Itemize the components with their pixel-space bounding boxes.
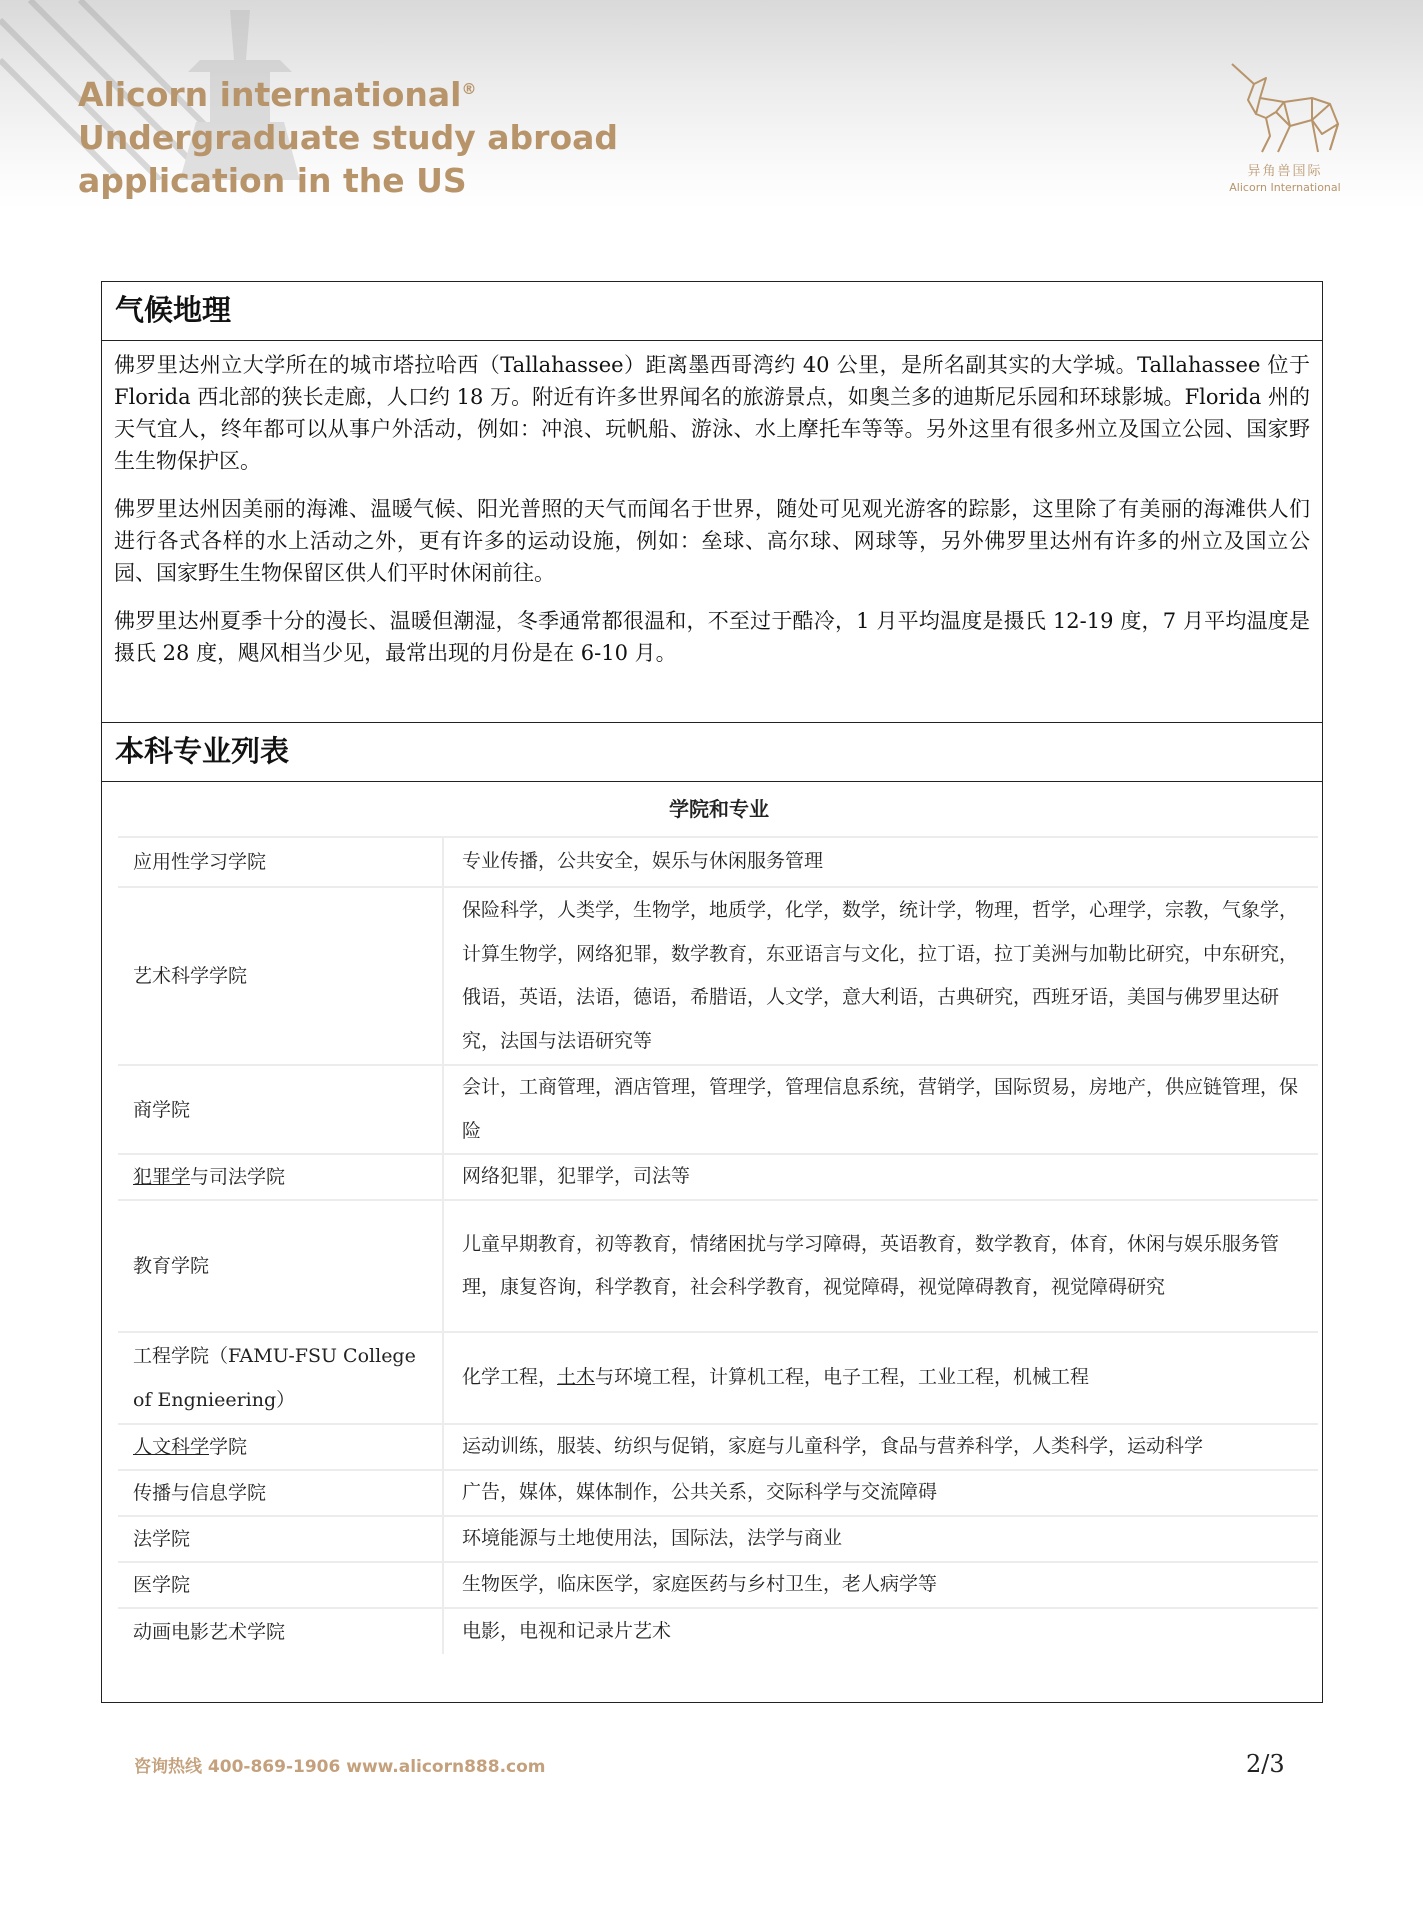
majors-list-text: 运动训练，服装、纺织与促销，家庭与儿童科学，食品与营养科学，人类科学，运动科学 — [462, 1435, 1204, 1458]
school-name-text: 商学院 — [133, 1098, 191, 1121]
majors-table-row — [118, 1470, 1318, 1516]
page-header — [0, 0, 1423, 210]
school-name-text: 与司法学院 — [190, 1166, 286, 1188]
registered-mark: ® — [461, 80, 477, 98]
brand-title-line-2: Undergraduate study abroad — [78, 118, 619, 157]
school-name-cell — [118, 1516, 443, 1562]
majors-table-row — [118, 1424, 1318, 1470]
school-name-text: 艺术科学学院 — [133, 965, 248, 987]
school-name-cell — [118, 1470, 443, 1516]
school-name-cell — [118, 887, 443, 1065]
school-name-cell — [118, 1332, 443, 1424]
majors-list-text: 保险科学，人类学，生物学，地质学，化学，数学，统计学，物理，哲学，心理学，宗教，气象学，计算生物学，网络犯罪，数学教育，东亚语言与文化，拉丁语，拉丁美洲与加勒比研究，中东研究，俄语，英语，法语，德语，希腊语，人文学，意大利语，古典研究，西班牙语，美国与佛罗里达研究，法国与法语研究等 — [462, 899, 1299, 1052]
school-name-text: 动画电影艺术学院 — [133, 1620, 286, 1643]
majors-table-row — [118, 887, 1318, 1065]
majors-table-row — [118, 1332, 1318, 1424]
climate-paragraph-1: 佛罗里达州立大学所在的城市塔拉哈西（Tallahassee）距离墨西哥湾约 40 公里，是所名副其实的大学城。Tallahassee 位于 Florida 西北部的狭长走廊，人口约 18 万。附近有许多世界闻名的旅游景点，如奥兰多的迪斯尼乐园和环球影城。Florida 州的天气宜人，终年都可以从事户外活动，例如：冲浪、玩帆船、游泳、水上摩托车等等。另外这里有很多州立及国立公园、国家野生生物保护区。 — [114, 353, 1310, 473]
majors-table-caption: 学院和专业 — [669, 797, 769, 821]
school-name-cell — [118, 1200, 443, 1332]
school-name-cell — [118, 1424, 443, 1470]
majors-list-text: 环境能源与土地使用法，国际法，法学与商业 — [462, 1527, 843, 1550]
majors-heading: 本科专业列表 — [102, 723, 1322, 782]
majors-list-cell — [443, 1608, 1318, 1654]
school-name-cell — [118, 1154, 443, 1200]
school-name-text: 学院 — [209, 1436, 248, 1458]
majors-list-cell — [443, 1332, 1318, 1424]
majors-list-cell — [443, 837, 1318, 887]
majors-list-text: 电影，电视和记录片艺术 — [462, 1619, 672, 1642]
school-name-text: 工程学院（FAMU-FSU College of Engnieering） — [133, 1345, 416, 1411]
brand-title-line-3: application in the US — [78, 161, 467, 200]
majors-table-body — [118, 837, 1318, 1654]
page-number: 2/3 — [1246, 1750, 1285, 1778]
school-name-text: 人文科学 — [133, 1436, 210, 1458]
climate-heading: 气候地理 — [102, 282, 1322, 341]
majors-table-row — [118, 1200, 1318, 1332]
majors-list-cell — [443, 1200, 1318, 1332]
majors-list-text: 专业传播，公共安全，娱乐与休闲服务管理 — [462, 850, 824, 873]
majors-table-row — [118, 837, 1318, 887]
footer-contact: 咨询热线 400-869-1906 www.alicorn888.com — [134, 1757, 546, 1777]
climate-section — [102, 341, 1322, 723]
majors-table-row — [118, 1516, 1318, 1562]
majors-table-row — [118, 1154, 1318, 1200]
majors-section — [102, 782, 1322, 1654]
majors-list-text: 会计，工商管理，酒店管理，管理学，管理信息系统，营销学，国际贸易，房地产，供应链管理，保险 — [462, 1076, 1299, 1142]
majors-list-text: 广告，媒体，媒体制作，公共关系，交际科学与交流障碍 — [462, 1481, 938, 1504]
majors-list-text: 网络犯罪，犯罪学，司法等 — [462, 1165, 691, 1188]
majors-list-text: 儿童早期教育，初等教育，情绪困扰与学习障碍，英语教育，数学教育，体育，休闲与娱乐服务管理，康复咨询，科学教育，社会科学教育，视觉障碍，视觉障碍教育，视觉障碍研究 — [462, 1232, 1280, 1298]
brand-title — [78, 68, 698, 202]
school-name-text: 传播与信息学院 — [133, 1482, 267, 1504]
majors-list-cell — [443, 1424, 1318, 1470]
logo-chinese-name: 异角兽国际 — [1247, 164, 1323, 179]
school-name-cell — [118, 837, 443, 887]
majors-list-cell — [443, 887, 1318, 1065]
climate-paragraph-2: 佛罗里达州因美丽的海滩、温暖气候、阳光普照的天气而闻名于世界，随处可见观光游客的踪影，这里除了有美丽的海滩供人们进行各式各样的水上活动之外，更有许多的运动设施，例如：垒球、高尔球、网球等，另外佛罗里达州有许多的州立及国立公园、国家野生生物保留区供人们平时休闲前往。 — [114, 497, 1310, 585]
logo-english-name: Alicorn International — [1229, 181, 1341, 194]
majors-table — [118, 836, 1318, 1654]
climate-paragraph-3: 佛罗里达州夏季十分的漫长、温暖但潮湿，冬季通常都很温和，不至过于酷冷，1 月平均温度是摄氏 12-19 度，7 月平均温度是摄氏 28 度，飓风相当少见，最常出现的月份是在 6-10 月。 — [114, 609, 1310, 665]
majors-list-text: 化学工程， — [462, 1366, 558, 1389]
unicorn-logo-icon — [1226, 58, 1344, 158]
majors-list-text: 土木 — [557, 1366, 596, 1389]
majors-table-row — [118, 1562, 1318, 1608]
majors-table-row — [118, 1608, 1318, 1654]
school-name-cell — [118, 1608, 443, 1654]
school-name-text: 医学院 — [133, 1574, 191, 1596]
brand-title-line-1: Alicorn international® — [78, 75, 477, 114]
school-name-cell — [118, 1065, 443, 1154]
school-name-text: 法学院 — [133, 1528, 191, 1550]
majors-list-cell — [443, 1470, 1318, 1516]
school-name-text: 犯罪学 — [133, 1166, 191, 1188]
content-frame — [101, 281, 1323, 1703]
majors-list-cell — [443, 1065, 1318, 1154]
school-name-cell — [118, 1562, 443, 1608]
school-name-text: 教育学院 — [133, 1255, 210, 1277]
majors-list-text: 与环境工程，计算机工程，电子工程，工业工程，机械工程 — [595, 1366, 1090, 1389]
majors-list-text: 生物医学，临床医学，家庭医药与乡村卫生，老人病学等 — [462, 1573, 938, 1596]
majors-list-cell — [443, 1154, 1318, 1200]
majors-list-cell — [443, 1516, 1318, 1562]
majors-list-cell — [443, 1562, 1318, 1608]
majors-table-row — [118, 1065, 1318, 1154]
alicorn-logo — [1210, 58, 1360, 203]
school-name-text: 应用性学习学院 — [133, 851, 267, 873]
